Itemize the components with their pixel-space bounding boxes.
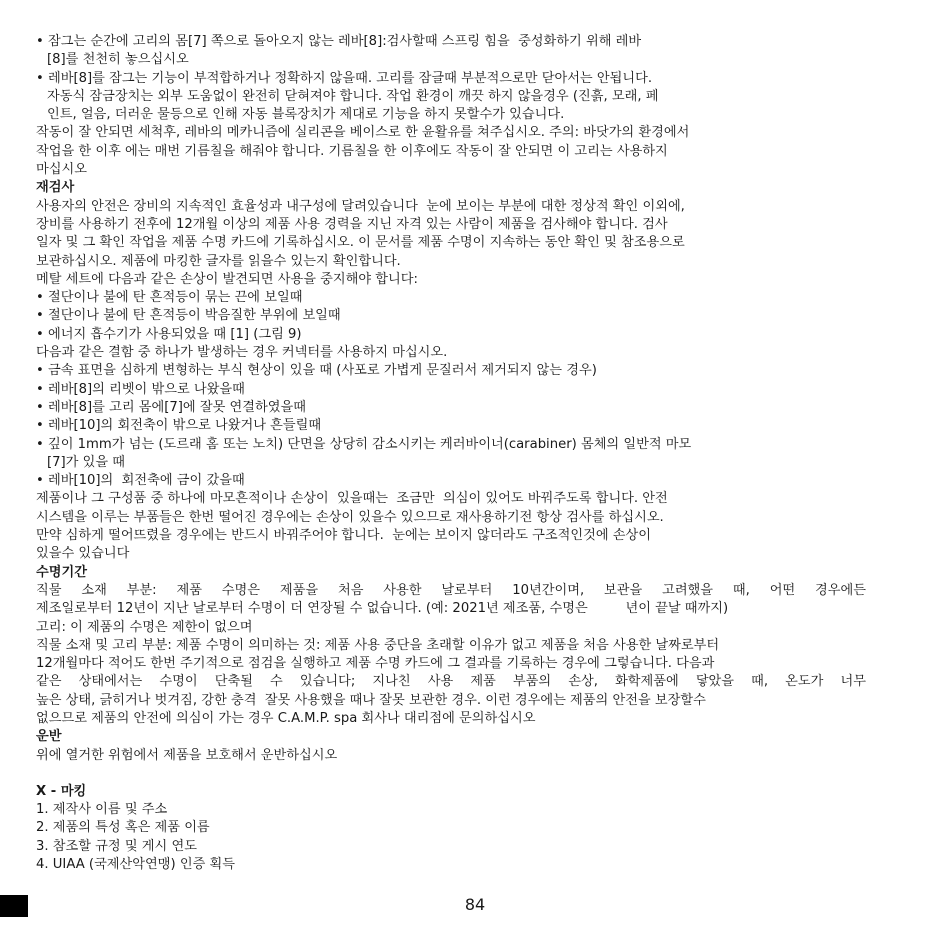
text-line: 장비를 사용하기 전후에 12개월 이상의 제품 사용 경력을 지닌 자격 있는 사람이 제품을 검사해야 합니다. 검사 <box>36 216 668 232</box>
text-line: 위에 열거한 위험에서 제품을 보호해서 운반하십시오 <box>36 747 338 763</box>
text-line: 있을수 있습니다 <box>36 546 130 562</box>
text-line: 1. 제작사 이름 및 주소 <box>36 802 168 818</box>
section-heading: X - 마킹 <box>36 783 87 799</box>
text-line: [8]를 천천히 놓으십시오 <box>47 52 189 68</box>
text-line: 직물 소재 및 고리 부분: 제품 수명이 의미하는 것: 제품 사용 중단을 초래할 이유가 없고 제품을 처음 사용한 날짜로부터 <box>36 637 720 653</box>
text-line: 작동이 잘 안되면 세척후, 레바의 메카니즘에 실리콘을 베이스로 한 윤활유를 쳐주십시오. 주의: 바닷가의 환경에서 <box>36 125 690 141</box>
bullet-item: • 깊이 1mm가 넘는 (도르래 홈 또는 노치) 단면을 상당히 감소시키는 케러바이너(carabiner) 몸체의 일반적 마모 <box>36 436 866 454</box>
bullet-item: • 에너지 흡수기가 사용되었을 때 [1] (그림 9) <box>36 326 866 344</box>
bullet-item: • 절단이나 불에 탄 흔적등이 박음질한 부위에 보일때 <box>36 307 866 325</box>
text-line: 12개월마다 적어도 한번 주기적으로 점검을 실행하고 제품 수명 카드에 그 결과를 기록하는 경우에 그렇습니다. 다음과 <box>36 656 715 672</box>
bullet-item: • 레바[8]를 잠그는 기능이 부적합하거나 정확하지 않을때. 고리를 잠글때 부분적으로만 닫아서는 안됩니다. <box>36 70 866 88</box>
text-line: 4. UIAA (국제산악연맹) 인증 획득 <box>36 857 235 873</box>
section-heading: 수명기간 <box>36 564 87 580</box>
text-line: 제품이나 그 구성품 중 하나에 마모흔적이나 손상이 있을때는 조금만 의심이 있어도 바꿔주도록 합니다. 안전 <box>36 491 668 507</box>
text-line: 3. 참조할 규정 및 게시 연도 <box>36 838 197 854</box>
text-line: 메탈 세트에 다음과 같은 손상이 발견되면 사용을 중지해야 합니다: <box>36 271 418 287</box>
bullet-item: • 레바[8]의 리벳이 밖으로 나왔을때 <box>36 381 866 399</box>
text-line: 사용자의 안전은 장비의 지속적인 효율성과 내구성에 달려있습니다 눈에 보이는 부분에 대한 정상적 확인 이외에, <box>36 198 685 214</box>
text-line: 직물 소재 부분: 제품 수명은 제품을 처음 사용한 날로부터 10년간이며, 보관을 고려했을 때, 어떤 경우에든 <box>36 582 866 598</box>
text-line: 다음과 같은 결함 중 하나가 발생하는 경우 커넥터를 사용하지 마십시오. <box>36 345 448 361</box>
document-body <box>36 33 866 874</box>
text-line: [7]가 있을 때 <box>47 454 126 470</box>
bullet-item: • 레바[10]의 회전축이 밖으로 나왔거나 흔들릴때 <box>36 417 866 435</box>
text-line: 보관하십시오. 제품에 마킹한 글자를 읽을수 있는지 확인합니다. <box>36 253 401 269</box>
bullet-item: • 잠그는 순간에 고리의 몸[7] 쪽으로 돌아오지 않는 레바[8]:검사할때 스프링 힘을 중성화하기 위해 레바 <box>36 33 866 51</box>
text-line: 시스템을 이루는 부품들은 한번 떨어진 경우에는 손상이 있을수 있으므로 재사용하기전 항상 검사를 하십시오. <box>36 509 664 525</box>
text-line: 작업을 한 이후 에는 매번 기름칠을 해줘야 합니다. 기름칠을 한 이후에도 작동이 잘 안되면 이 고리는 사용하지 <box>36 143 668 159</box>
page-number: 84 <box>464 895 486 914</box>
bullet-item: • 금속 표면을 심하게 변형하는 부식 현상이 있을 때 (사포로 가볍게 문질러서 제거되지 않는 경우) <box>36 362 866 380</box>
text-line: 자동식 잠금장치는 외부 도움없이 완전히 닫혀져야 합니다. 작업 환경이 깨끗 하지 않을경우 (진흙, 모래, 페 <box>47 88 659 104</box>
text-line: 마십시오 <box>36 162 87 178</box>
text-line: 같은 상태에서는 수명이 단축될 수 있습니다; 지나친 사용 제품 부품의 손상, 화학제품에 닿았을 때, 온도가 너무 <box>36 674 866 690</box>
text-line: 제조일로부터 12년이 지난 날로부터 수명이 더 연장될 수 없습니다. (예: 2021년 제조품, 수명은 년이 끝날 때까지) <box>36 601 729 617</box>
bullet-item: • 절단이나 불에 탄 흔적등이 묶는 끈에 보일때 <box>36 289 866 307</box>
text-line: 2. 제품의 특성 혹은 제품 이름 <box>36 820 210 836</box>
text-line: 인트, 얼음, 더러운 물등으로 인해 자동 블록장치가 제대로 기능을 하지 못할수가 있습니다. <box>47 107 565 123</box>
section-heading: 재검사 <box>36 180 75 196</box>
text-line: 없으므로 제품의 안전에 의심이 가는 경우 C.A.M.P. spa 회사나 대리점에 문의하십시오 <box>36 710 536 726</box>
bullet-item: • 레바[10]의 회전축에 금이 갔을때 <box>36 472 866 490</box>
text-line: 고리: 이 제품의 수명은 제한이 없으며 <box>36 619 253 635</box>
text-line: 만약 심하게 떨어뜨렸을 경우에는 반드시 바꿔주어야 합니다. 눈에는 보이지 않더라도 구조적인것에 손상이 <box>36 528 652 544</box>
text-line: 일자 및 그 확인 작업을 제품 수명 카드에 기록하십시오. 이 문서를 제품 수명이 지속하는 동안 확인 및 참조용으로 <box>36 235 685 251</box>
section-heading: 운반 <box>36 729 62 745</box>
text-line <box>36 765 866 783</box>
bullet-item: • 레바[8]를 고리 몸에[7]에 잘못 연결하였을때 <box>36 399 866 417</box>
text-line: 높은 상태, 긁히거나 벗겨짐, 강한 충격 잘못 사용했을 때나 잘못 보관한 경우. 이런 경우에는 제품의 안전을 보장할수 <box>36 692 706 708</box>
